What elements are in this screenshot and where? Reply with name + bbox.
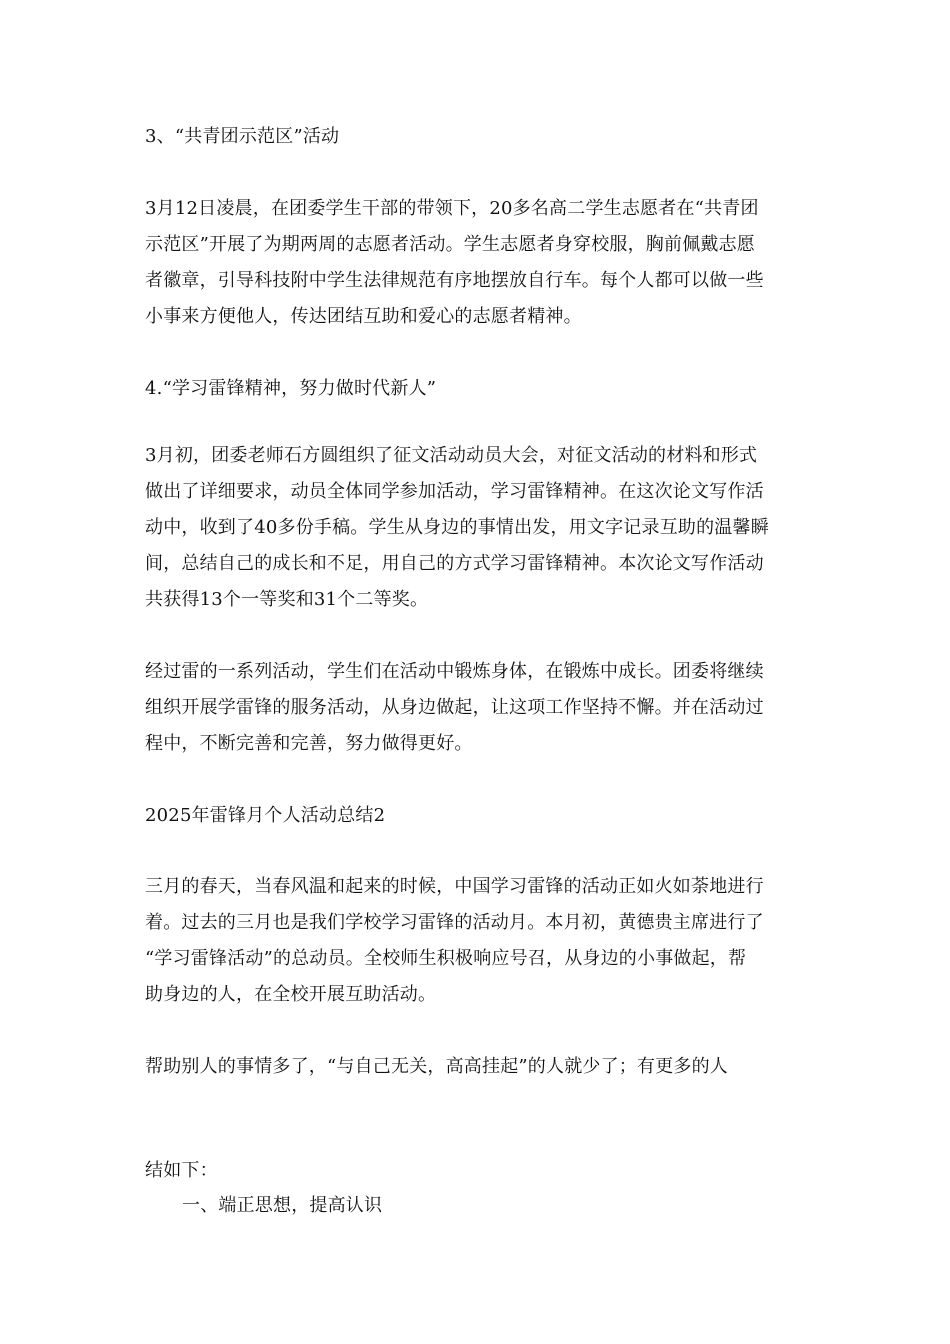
- fragment-line: 结如下：: [145, 1160, 218, 1181]
- section-3-line-3: 者徽章，引导科技附中学生法律规范有序地摆放自行车。每个人都可以做一些: [145, 270, 764, 291]
- conclusion-line-2: 组织开展学雷锋的服务活动，从身边做起，让这项工作坚持不懈。并在活动过: [145, 697, 764, 718]
- section-3-line-1: 3月12日凌晨，在团委学生干部的带领下，20多名高二学生志愿者在“共青团: [145, 198, 759, 219]
- section-4-heading: 4.“学习雷锋精神，努力做时代新人”: [145, 378, 437, 399]
- section-4-line-5: 共获得13个一等奖和31个二等奖。: [145, 589, 429, 610]
- summary-2-p2-line-1: 帮助别人的事情多了，“与自己无关，高高挂起”的人就少了；有更多的人: [145, 1056, 729, 1077]
- section-4-line-2: 做出了详细要求，动员全体同学参加活动，学习雷锋精神。在这次论文写作活: [145, 481, 764, 502]
- section-4-line-3: 动中，收到了40多份手稿。学生从身边的事情出发，用文字记录互助的温馨瞬: [145, 517, 769, 538]
- summary-2-p1-line-1: 三月的春天，当春风温和起来的时候，中国学习雷锋的活动正如火如荼地进行: [145, 876, 764, 897]
- summary-2-p1-line-4: 助身边的人，在全校开展互助活动。: [145, 984, 437, 1005]
- summary-2-p1-line-2: 着。过去的三月也是我们学校学习雷锋的活动月。本月初，黄德贵主席进行了: [145, 912, 764, 933]
- section-3-line-4: 小事来方便他人，传达团结互助和爱心的志愿者精神。: [145, 306, 582, 327]
- summary-2-title: 2025年雷锋月个人活动总结2: [145, 805, 386, 826]
- section-4-line-4: 间，总结自己的成长和不足，用自己的方式学习雷锋精神。本次论文写作活动: [145, 553, 764, 574]
- section-3-line-2: 示范区”开展了为期两周的志愿者活动。学生志愿者身穿校服，胸前佩戴志愿: [145, 234, 755, 255]
- summary-2-p1-line-3: “学习雷锋活动”的总动员。全校师生积极响应号召，从身边的小事做起，帮: [145, 948, 747, 969]
- section-3-heading: 3、“共青团示范区”活动: [145, 126, 340, 147]
- conclusion-line-3: 程中，不断完善和完善，努力做得更好。: [145, 733, 473, 754]
- section-4-line-1: 3月初，团委老师石方圆组织了征文活动动员大会，对征文活动的材料和形式: [145, 445, 758, 466]
- list-item-1: 一、端正思想，提高认识: [182, 1195, 383, 1216]
- conclusion-line-1: 经过雷的一系列活动，学生们在活动中锻炼身体，在锻炼中成长。团委将继续: [145, 661, 764, 682]
